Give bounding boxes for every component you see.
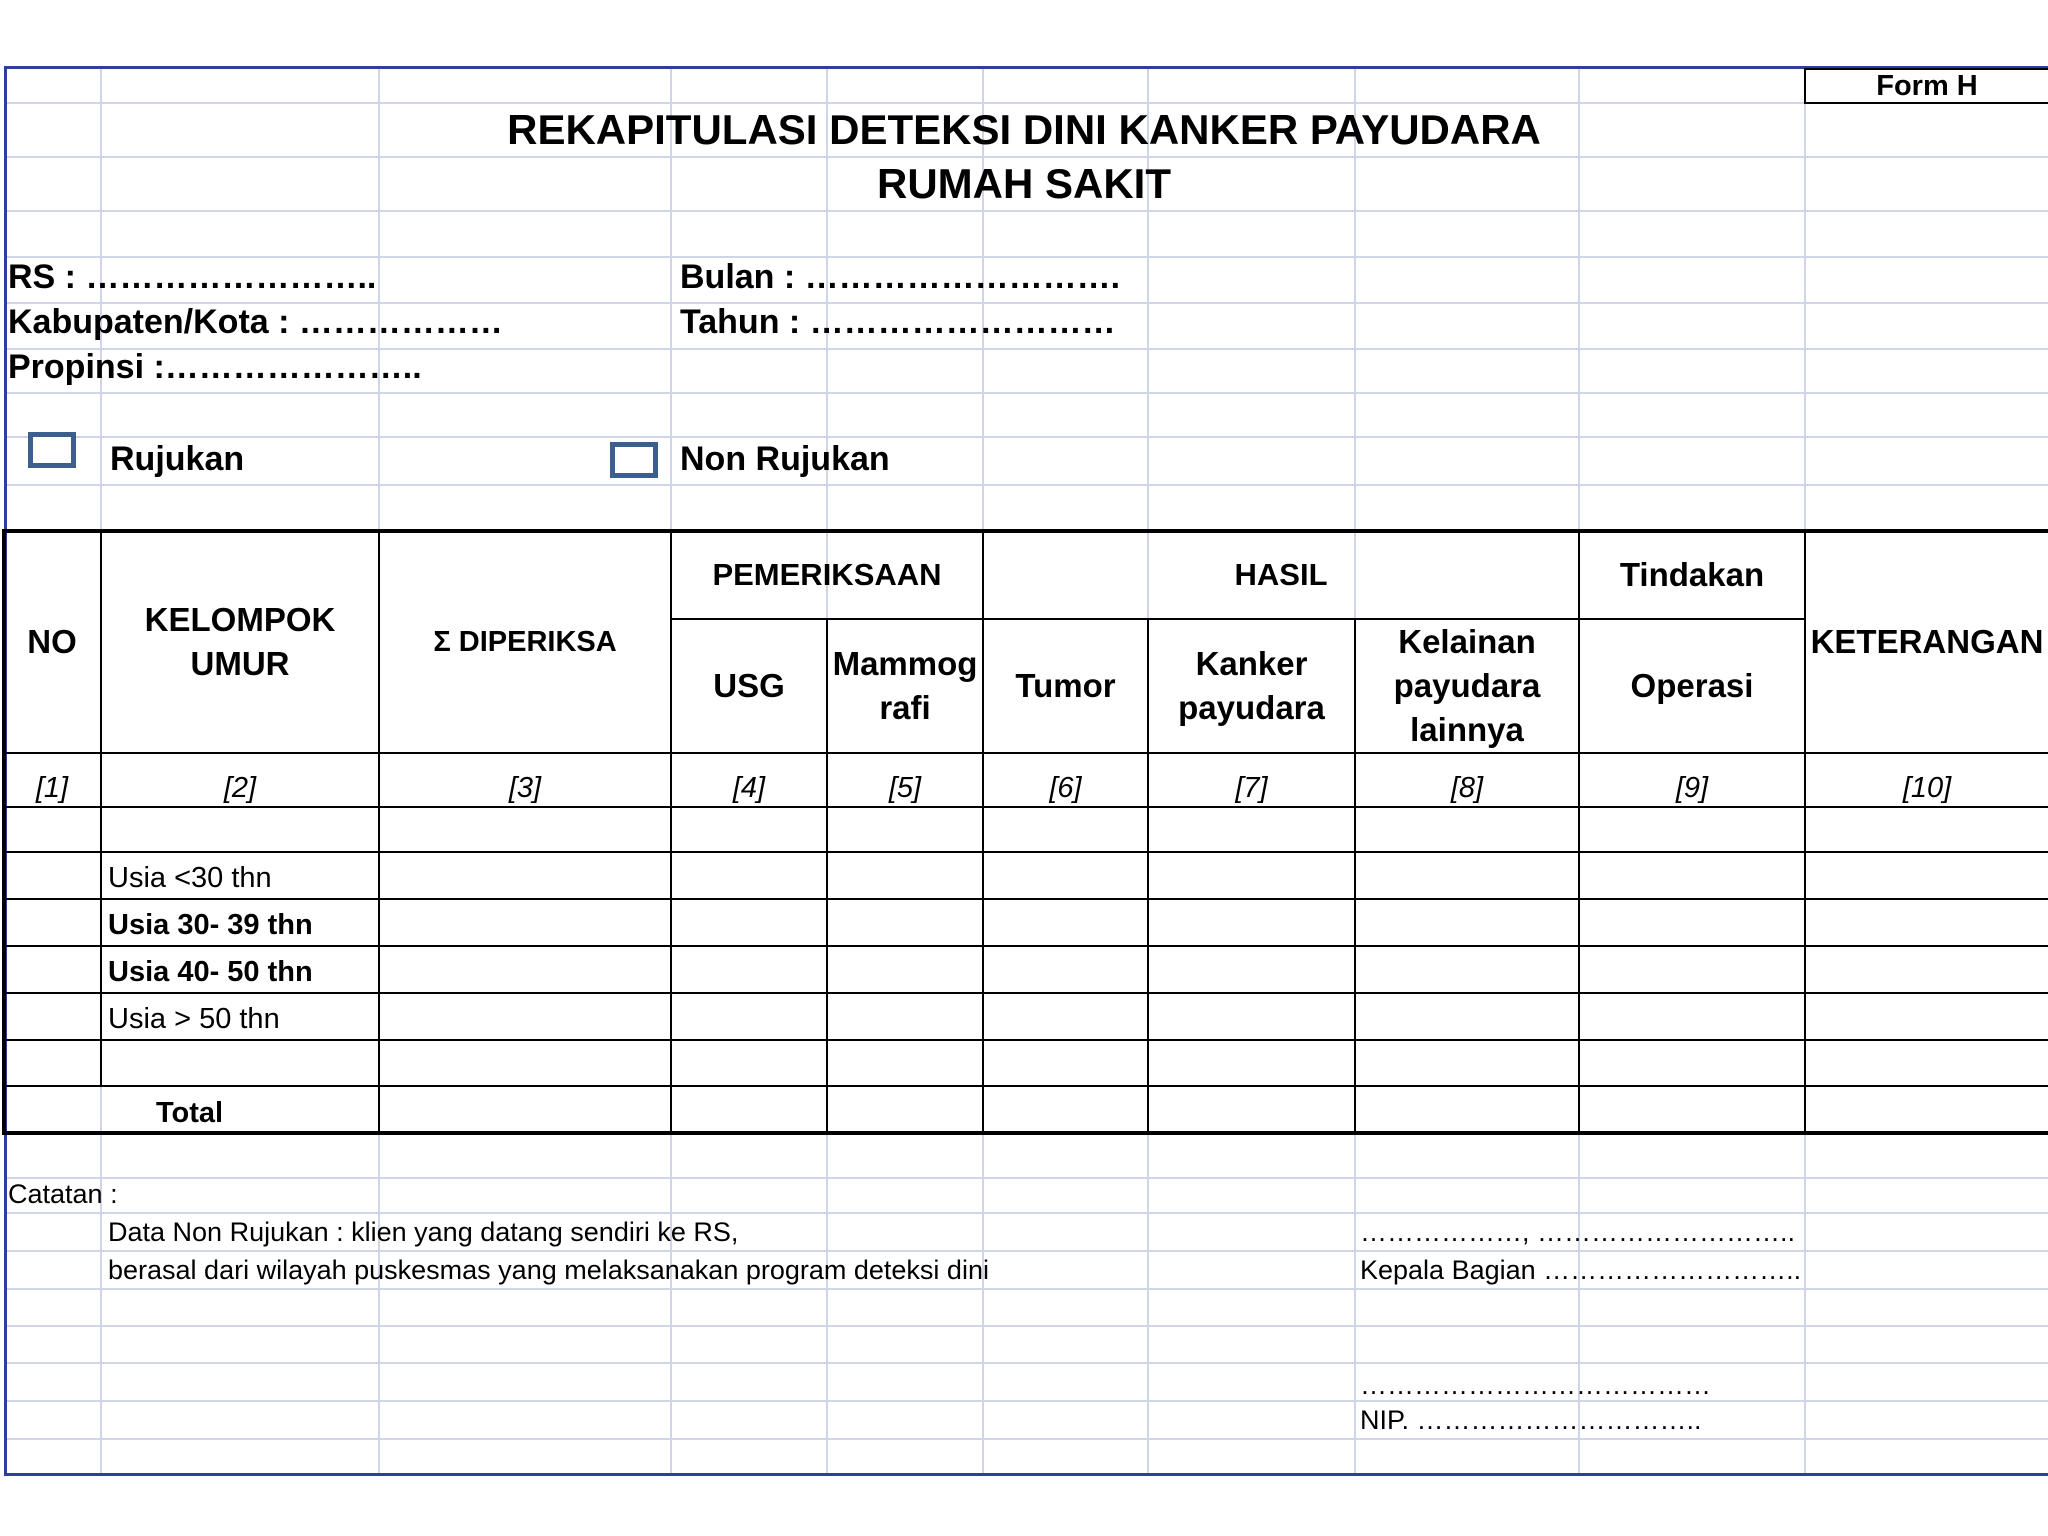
column-number: [2] (223, 772, 257, 804)
header-diperiksa: Σ DIPERIKSA (433, 625, 617, 658)
nip-line: NIP. ………………………….. (1360, 1405, 1702, 1435)
row-line (4, 898, 2048, 900)
age-group-label: Usia <30 thn (108, 862, 272, 894)
column-number: [10] (1902, 772, 1952, 804)
header-tindakan: Tindakan (1619, 555, 1765, 593)
notes-line: berasal dari wilayah puskesmas yang melaksanakan program deteksi dini (108, 1255, 989, 1285)
age-group-label: Usia > 50 thn (108, 1003, 280, 1035)
tahun-field: Tahun : ……………………… (680, 303, 1116, 341)
age-group-label: Usia 40- 50 thn (108, 956, 313, 988)
row-line (4, 806, 2048, 808)
header-keterangan: KETERANGAN (1810, 622, 2044, 660)
header-kelompok-umur: KELOMPOK UMUR (144, 600, 336, 682)
header-tumor: Tumor (1015, 667, 1116, 704)
row-line (4, 1039, 2048, 1041)
total-label: Total (156, 1097, 224, 1129)
page-subtitle: RUMAH SAKIT (877, 160, 1171, 207)
header-kelainan: Kelainan payudara lainnya (1393, 623, 1541, 748)
column-number: [8] (1450, 772, 1484, 804)
header-hasil: HASIL (1234, 556, 1328, 592)
form-label: Form H (1804, 68, 2048, 104)
header-pemeriksaan: PEMERIKSAAN (712, 556, 942, 592)
kabupaten-field: Kabupaten/Kota : ……………… (8, 303, 503, 341)
propinsi-field: Propinsi :………………….. (8, 348, 422, 386)
notes-label: Catatan : (8, 1179, 118, 1209)
non-rujukan-label: Non Rujukan (680, 440, 890, 478)
header-bottom-line (4, 752, 2048, 754)
column-number: [1] (35, 772, 69, 804)
header-usg: USG (713, 667, 785, 704)
header-operasi: Operasi (1630, 667, 1754, 704)
row-line (4, 1085, 2048, 1087)
header-no: NO (27, 622, 77, 660)
column-number: [7] (1235, 772, 1268, 804)
row-line (4, 851, 2048, 853)
header-mammografi: Mammog rafi (832, 645, 978, 726)
table-bottom-border (4, 1131, 2048, 1135)
column-number: [6] (1049, 772, 1082, 804)
header-kanker-payudara: Kanker payudara (1178, 645, 1325, 726)
signature-name-line: ………………………………… (1360, 1370, 1711, 1400)
row-line (4, 992, 2048, 994)
age-group-label: Usia 30- 39 thn (108, 909, 313, 941)
rujukan-label: Rujukan (110, 440, 245, 478)
kepala-bagian-line: Kepala Bagian ……………………….. (1360, 1255, 1802, 1285)
page-title: REKAPITULASI DETEKSI DINI KANKER PAYUDARA (507, 106, 1541, 153)
column-number: [9] (1675, 772, 1709, 804)
non-rujukan-checkbox[interactable] (610, 442, 658, 478)
rs-field: RS : …………………….. (8, 258, 377, 296)
rujukan-checkbox[interactable] (28, 432, 76, 468)
place-date-line: ………………, ……………………….. (1360, 1217, 1796, 1247)
row-line (4, 945, 2048, 947)
bulan-field: Bulan : ………………………. (680, 258, 1121, 296)
column-number: [3] (508, 772, 542, 804)
notes-line: Data Non Rujukan : klien yang datang sendiri ke RS, (108, 1217, 739, 1247)
column-number: [4] (732, 772, 766, 804)
column-number: [5] (888, 772, 922, 804)
